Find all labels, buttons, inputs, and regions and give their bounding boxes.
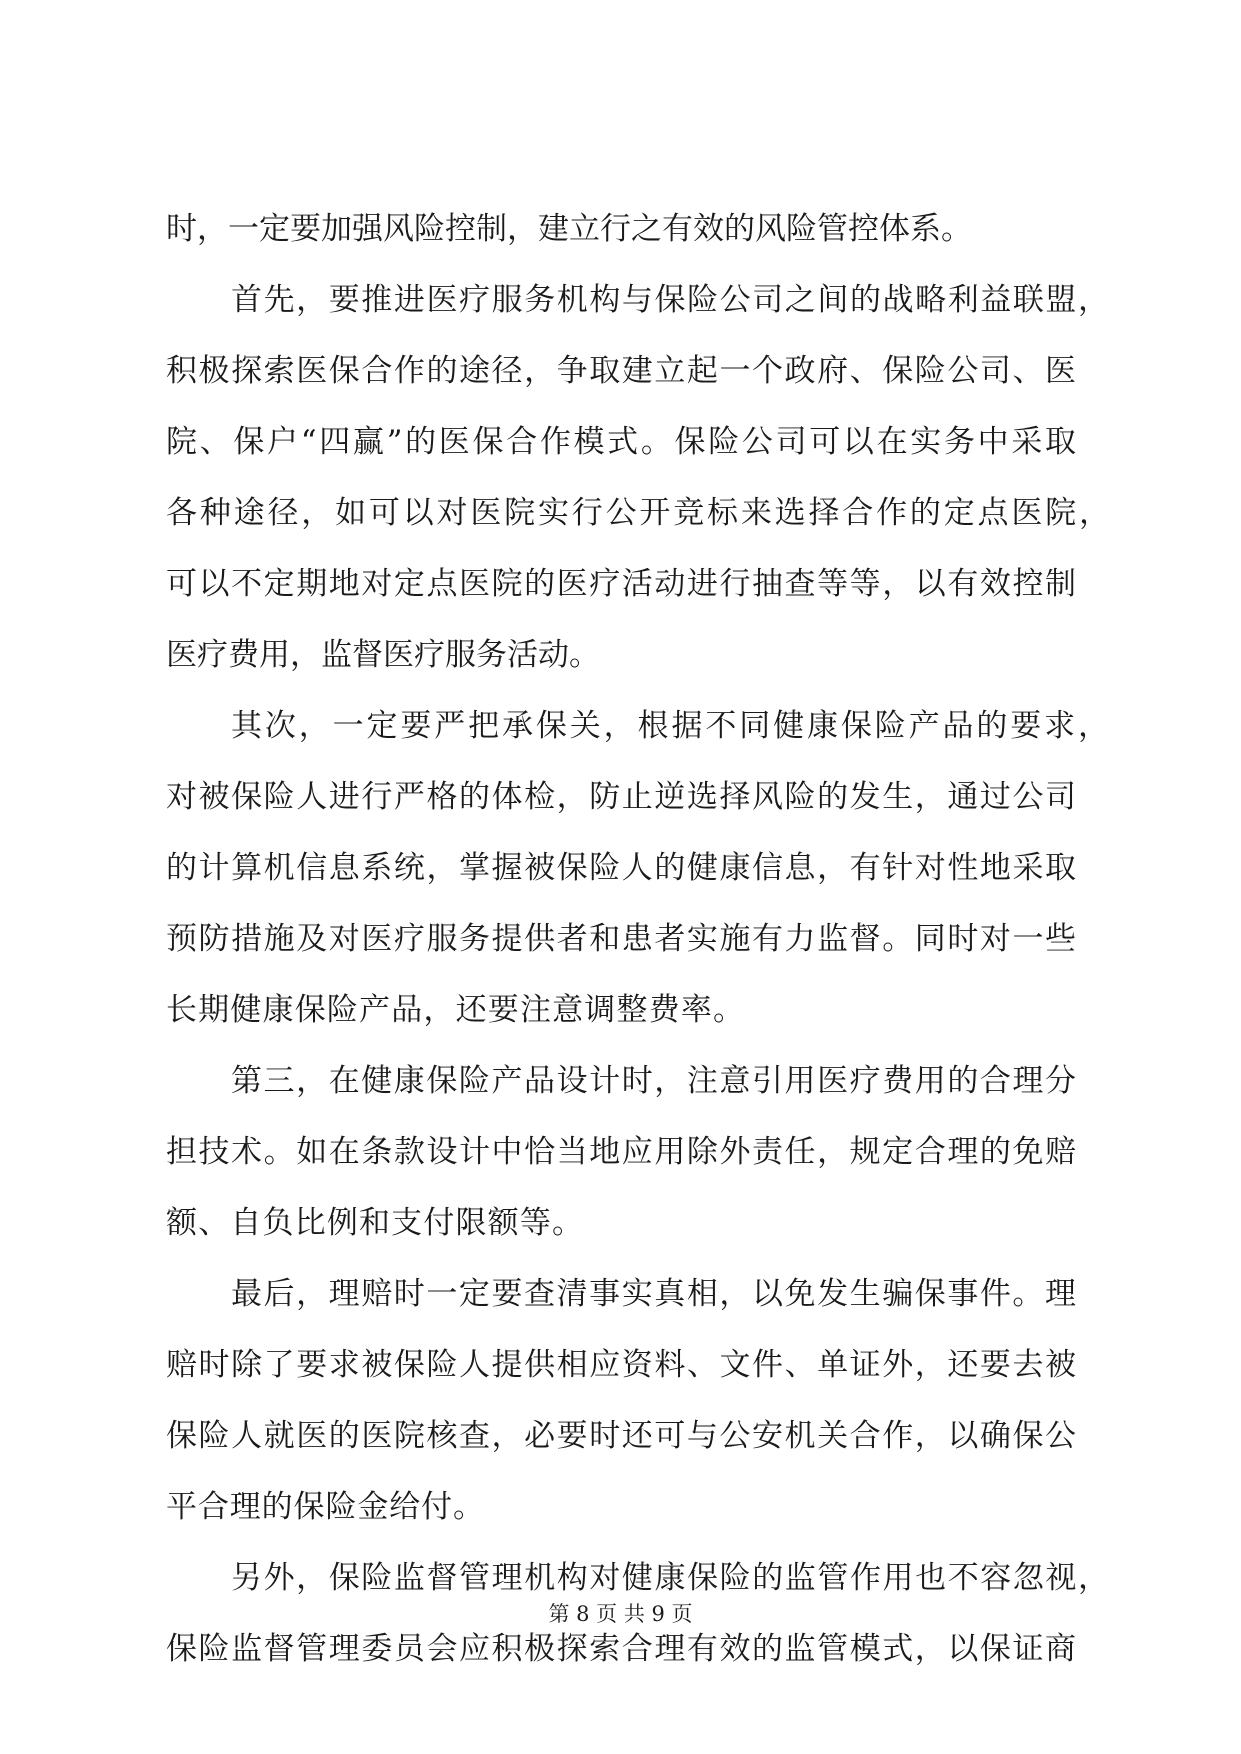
text-line: 首先，要推进医疗服务机构与保险公司之间的战略利益联盟，: [231, 282, 1109, 318]
text-line: 赔时除了要求被保险人提供相应资料、文件、单证外，还要去被: [166, 1347, 1076, 1383]
text-line: 医疗费用，监督医疗服务活动。: [166, 637, 600, 673]
text-line: 积极探索医保合作的途径，争取建立起一个政府、保险公司、医: [166, 353, 1076, 389]
text-line: 平合理的保险金给付。: [166, 1489, 484, 1525]
text-line: 担技术。如在条款设计中恰当地应用除外责任，规定合理的免赔: [166, 1134, 1076, 1170]
page-number: 第 8 页 共 9 页: [548, 1602, 693, 1626]
text-line: 最后，理赔时一定要查清事实真相，以免发生骗保事件。理: [231, 1276, 1076, 1312]
text-line: 保险人就医的医院核查，必要时还可与公安机关合作，以确保公: [166, 1418, 1076, 1454]
text-line: 另外，保险监督管理机构对健康保险的监管作用也不容忽视，: [231, 1560, 1109, 1596]
text-line: 预防措施及对医疗服务提供者和患者实施有力监督。同时对一些: [166, 921, 1076, 957]
text-line: 对被保险人进行严格的体检，防止逆选择风险的发生，通过公司: [166, 779, 1076, 815]
text-line: 保险监督管理委员会应积极探索合理有效的监管模式，以保证商: [166, 1631, 1076, 1667]
text-line: 第三，在健康保险产品设计时，注意引用医疗费用的合理分: [231, 1063, 1076, 1099]
text-line: 其次，一定要严把承保关，根据不同健康保险产品的要求，: [231, 708, 1109, 744]
text-line: 的计算机信息系统，掌握被保险人的健康信息，有针对性地采取: [166, 850, 1076, 886]
text-line: 时，一定要加强风险控制，建立行之有效的风险管控体系。: [166, 211, 972, 247]
text-line: 长期健康保险产品，还要注意调整费率。: [166, 992, 744, 1028]
text-line: 额、自负比例和支付限额等。: [166, 1205, 583, 1241]
text-line: 各种途径，如可以对医院实行公开竞标来选择合作的定点医院，: [166, 495, 1110, 531]
text-line: 院、保户“四赢”的医保合作模式。保险公司可以在实务中采取: [166, 424, 1076, 460]
text-line: 可以不定期地对定点医院的医疗活动进行抽查等等，以有效控制: [166, 566, 1076, 602]
